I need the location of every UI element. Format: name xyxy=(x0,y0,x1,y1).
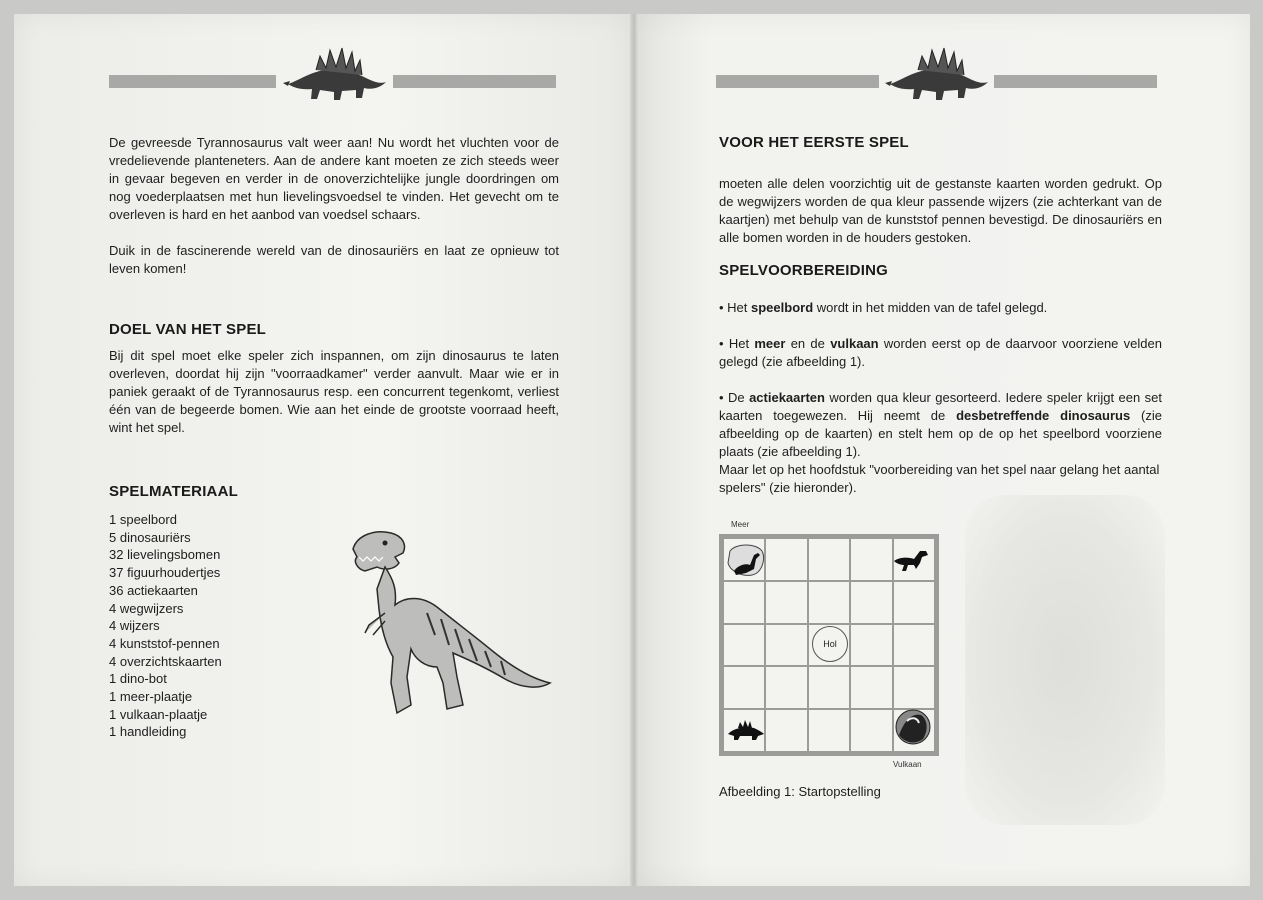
list-item: 1 handleiding xyxy=(109,724,187,740)
board-cell xyxy=(851,667,891,708)
label-vulkaan: Vulkaan xyxy=(893,760,922,769)
text-span: worden qua kleur gesorteerd. Iedere speler krijgt een set kaarten toegewezen. Hij neemt de xyxy=(719,390,1162,423)
text-span: en de xyxy=(785,336,831,351)
board-cell xyxy=(766,582,806,623)
board-cell xyxy=(766,539,806,580)
bullet-3-note: Maar let op het hoofdstuk "voorbereiding van het spel naar gelang het aantal spelers" (zie hieronder). xyxy=(719,462,1160,495)
intro-block xyxy=(109,134,559,296)
bullet-2 xyxy=(719,335,1162,371)
board-cell xyxy=(809,582,849,623)
board-cell xyxy=(851,710,891,751)
eerste-block xyxy=(719,175,1162,265)
board-cell xyxy=(724,625,764,666)
list-item: 37 figuurhoudertjes xyxy=(109,565,221,581)
eerste-paragraph: moeten alle delen voorzichtig uit de gestanste kaarten worden gedrukt. Op de wegwijzers worden de qua kleur passende wijzers (zie achterkant van de kaartjen) met behulp van de kunststof pennen bevestigd. De dinosauriërs en alle bomen worden in de houders gestoken. xyxy=(719,176,1162,245)
text-span: • Het xyxy=(719,300,752,315)
text-span: (zie afbeelding op de kaarten) en stelt hem op de op het speelbord voorziene plaats (zie afbeelding 1). xyxy=(719,408,1162,459)
list-item: 1 meer-plaatje xyxy=(109,689,193,705)
bold-span: desbetreffende dinosaurus xyxy=(956,408,1131,423)
doel-paragraph: Bij dit spel moet elke speler zich inspannen, om zijn dinosaurus te laten overleven, doordat hij zijn "voorraadkamer" verder aanvult. Maar wie er in paniek geraakt of de Tyrannosaurus resp. een concurrent tegenkomt, verliest één van de begeerde bomen. Wie aan het einde de grootste voorraad heeft, wint het spel. xyxy=(109,348,559,435)
lake-dino-token-icon xyxy=(726,541,766,579)
board-cell xyxy=(894,625,934,666)
doel-block xyxy=(109,347,559,455)
page-spine xyxy=(630,14,638,886)
stegosaurus-token-icon xyxy=(726,716,766,742)
intro-paragraph-2: Duik in de fascinerende wereld van de dinosauriërs en laat ze opnieuw tot leven komen! xyxy=(109,243,559,276)
header-bar-left-right-page xyxy=(716,75,879,88)
header-bar-left xyxy=(109,75,276,88)
list-item: 36 actiekaarten xyxy=(109,582,198,598)
heading-doel: DOEL VAN HET SPEL xyxy=(109,321,267,338)
heading-spelmateriaal: SPELMATERIAAL xyxy=(109,483,238,500)
board-cell xyxy=(894,582,934,623)
header-bar-right xyxy=(393,75,556,88)
label-meer: Meer xyxy=(731,520,750,529)
list-item: 5 dinosauriërs xyxy=(109,529,191,545)
raptor-dino-token-icon xyxy=(892,547,930,573)
board-cell xyxy=(809,667,849,708)
volcano-token-icon xyxy=(893,705,933,747)
board-cell xyxy=(809,539,849,580)
bold-span: meer xyxy=(754,336,786,351)
header-bar-right-right-page xyxy=(994,75,1157,88)
list-item: 1 vulkaan-plaatje xyxy=(109,706,208,722)
stegosaurus-icon xyxy=(882,36,992,102)
bold-span: actiekaarten xyxy=(749,390,825,405)
tyrannosaurus-illustration xyxy=(345,527,555,732)
board-cell xyxy=(851,582,891,623)
heading-eerste-spel: VOOR HET EERSTE SPEL xyxy=(719,134,909,151)
text-span: • Het xyxy=(719,336,755,351)
board-cell xyxy=(724,667,764,708)
board-cell xyxy=(851,625,891,666)
board-cell xyxy=(809,710,849,751)
bullet-1 xyxy=(719,299,1162,317)
board-cell xyxy=(894,667,934,708)
text-span: wordt in het midden van de tafel gelegd. xyxy=(813,300,1048,315)
board-cell xyxy=(766,625,806,666)
hol-circle: Hol xyxy=(812,626,848,662)
list-item: 4 wegwijzers xyxy=(109,600,184,616)
voorbereiding-block xyxy=(719,299,1162,515)
board-cell xyxy=(724,582,764,623)
bold-span: vulkaan xyxy=(830,336,879,351)
heading-spelvoorbereiding: SPELVOORBEREIDING xyxy=(719,262,888,279)
figure-caption: Afbeelding 1: Startopstelling xyxy=(719,784,881,799)
bold-span: speelbord xyxy=(751,300,814,315)
shadow-area xyxy=(965,495,1165,825)
list-item: 4 overzichtskaarten xyxy=(109,653,222,669)
board-cell xyxy=(851,539,891,580)
text-span: • De xyxy=(719,390,750,405)
board-cell xyxy=(766,710,806,751)
bullet-3 xyxy=(719,389,1162,461)
materiaal-list-block xyxy=(109,511,309,741)
list-item: 1 speelbord xyxy=(109,512,177,527)
stegosaurus-icon xyxy=(280,36,390,102)
board-cell xyxy=(766,667,806,708)
list-item: 4 kunststof-pennen xyxy=(109,635,220,651)
list-item: 1 dino-bot xyxy=(109,671,167,687)
list-item: 32 lievelingsbomen xyxy=(109,547,221,563)
intro-paragraph-1: De gevreesde Tyrannosaurus valt weer aan! Nu wordt het vluchten voor de vredelievende planteneters. Aan de andere kant moeten ze zich steeds weer in gevaar begeven en verder in de onoverzichtelijke jungle doordringen om nog voederplaatsen met hun lievelingsvoedsel te vinden. Het gevecht om te overleven is hard en het aanbod van voedsel schaars. xyxy=(109,135,559,222)
materiaal-list xyxy=(109,511,309,741)
list-item: 4 wijzers xyxy=(109,618,160,634)
text-span: worden eerst op de daarvoor voorziene velden gelegd (zie afbeelding 1). xyxy=(719,336,1162,369)
